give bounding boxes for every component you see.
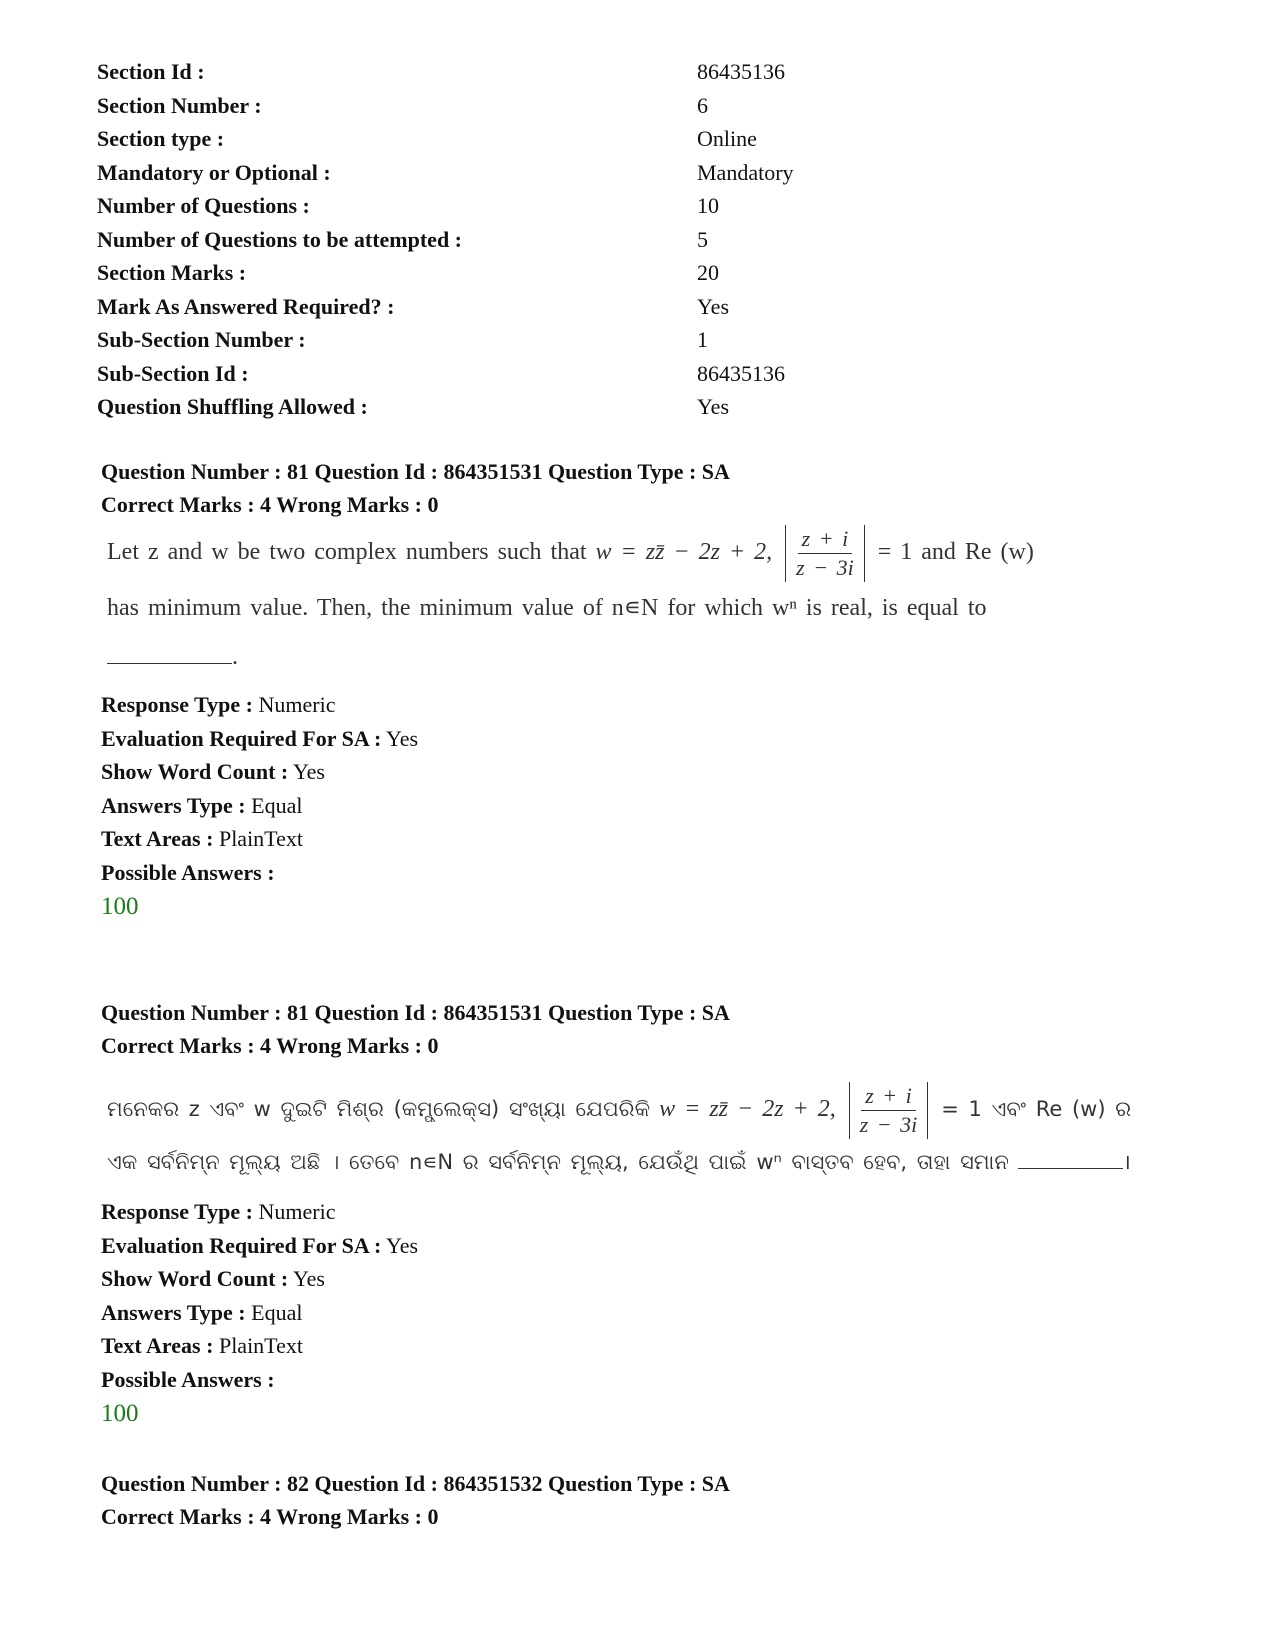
section-label: Section Id :: [97, 59, 205, 84]
section-row: [97, 390, 1197, 424]
section-row: [97, 223, 1197, 257]
question-text-part: = 1 and Re (w): [877, 539, 1034, 566]
meta-value: Yes: [386, 1232, 419, 1258]
abs-fraction: [785, 525, 865, 582]
section-label: Mandatory or Optional :: [97, 159, 331, 185]
math-formula: w = zz̄ − 2z + 2,: [659, 1096, 836, 1123]
section-value: 1: [697, 327, 708, 352]
fraction-denominator: z − 3i: [859, 1112, 918, 1137]
section-info-table: [97, 55, 1197, 424]
section-label: Sub-Section Number :: [97, 327, 306, 352]
question-header: [101, 455, 730, 521]
question-text: [107, 525, 1167, 705]
possible-answer: 100: [101, 1400, 139, 1427]
section-label: Section Number :: [97, 92, 262, 118]
question-line: [107, 1148, 1131, 1176]
meta-label: Answers Type :: [101, 1299, 246, 1325]
section-row: [97, 89, 1197, 123]
question-text-part: ଏକ ସର୍ବନିମ୍ନ ମୂଲ୍ୟ ଅଛି । ତେବେ n∊N ର ସର୍ବନିମ୍ନ ମୂଲ୍ୟ, ଯେଉଁଥି ପାଇଁ wⁿ ବାସ୍ତବ ହେବ, ତାହା ସମାନ: [107, 1150, 1009, 1174]
question-text: [107, 1082, 1167, 1192]
section-row: [97, 55, 1197, 89]
question-header: [101, 996, 730, 1062]
meta-label: Response Type :: [101, 1199, 253, 1224]
answer-blank-line: .: [107, 643, 238, 671]
meta-value: PlainText: [218, 826, 303, 851]
meta-label: Answers Type :: [101, 792, 246, 818]
section-row: [97, 256, 1197, 290]
section-row: [97, 122, 1197, 156]
section-value: 10: [697, 193, 719, 218]
question-meta: [101, 688, 418, 925]
fraction-numerator: z + i: [861, 1082, 916, 1111]
section-row: [97, 156, 1197, 190]
meta-label: Possible Answers :: [101, 1366, 275, 1392]
section-label: Number of Questions to be attempted :: [97, 226, 463, 252]
section-value: Yes: [697, 394, 730, 419]
question-id-line: Question Number : 82 Question Id : 864351532 Question Type : SA: [101, 1471, 730, 1496]
section-value: 5: [697, 226, 708, 252]
possible-answer: 100: [101, 893, 139, 920]
meta-label: Evaluation Required For SA :: [101, 725, 382, 751]
question-marks-line: Correct Marks : 4 Wrong Marks : 0: [101, 492, 439, 517]
section-label: Section type :: [97, 126, 225, 151]
section-label: Mark As Answered Required? :: [97, 293, 395, 319]
meta-value: Yes: [292, 1266, 325, 1291]
fraction-denominator: z − 3i: [796, 555, 854, 580]
question-line: [107, 1082, 1131, 1139]
fraction-numerator: z + i: [798, 525, 853, 554]
meta-value: Equal: [251, 792, 303, 818]
meta-label: Possible Answers :: [101, 859, 275, 885]
meta-value: Yes: [386, 725, 419, 751]
section-value: 86435136: [697, 360, 785, 386]
section-value: 86435136: [697, 59, 785, 84]
answer-blank: [1018, 1148, 1123, 1169]
section-row: [97, 189, 1197, 223]
meta-value: Numeric: [258, 692, 336, 717]
meta-label: Evaluation Required For SA :: [101, 1232, 382, 1258]
section-row: [97, 323, 1197, 357]
question-meta: [101, 1195, 418, 1432]
section-value: Yes: [697, 293, 730, 319]
question-text-part: ।: [1122, 1150, 1131, 1174]
meta-value: PlainText: [218, 1333, 303, 1358]
question-text-part: Let z and w be two complex numbers such that: [107, 539, 587, 566]
meta-label: Show Word Count :: [101, 1266, 289, 1291]
section-label: Sub-Section Id :: [97, 360, 249, 386]
section-value: 6: [697, 92, 708, 118]
math-formula: w = zz̄ − 2z + 2,: [595, 539, 773, 566]
question-marks-line: Correct Marks : 4 Wrong Marks : 0: [101, 1504, 439, 1529]
question-marks-line: Correct Marks : 4 Wrong Marks : 0: [101, 1033, 439, 1058]
section-label: Number of Questions :: [97, 193, 310, 218]
meta-label: Text Areas :: [101, 1333, 214, 1358]
section-label: Section Marks :: [97, 260, 247, 285]
question-id-line: Question Number : 81 Question Id : 864351531 Question Type : SA: [101, 459, 730, 484]
section-label: Question Shuffling Allowed :: [97, 394, 368, 419]
question-line: [107, 525, 1034, 582]
question-id-line: Question Number : 81 Question Id : 864351531 Question Type : SA: [101, 1000, 730, 1025]
meta-value: Equal: [251, 1299, 303, 1325]
meta-value: Numeric: [258, 1199, 336, 1224]
answer-blank: [107, 643, 232, 664]
section-row: [97, 290, 1197, 324]
abs-fraction: [849, 1082, 929, 1139]
section-row: [97, 357, 1197, 391]
question-header: [101, 1467, 730, 1533]
question-text-part: = 1 ଏବଂ Re (w) ର: [941, 1097, 1132, 1122]
question-text-part: ମନେକର z ଏବଂ w ଦୁଇଟି ମିଶ୍ର (କମ୍ପ୍ଲେକ୍ସ) ସଂଖ୍ୟା ଯେପରିକି: [107, 1097, 651, 1122]
question-line: has minimum value. Then, the minimum value of n∊N for which wⁿ is real, is equal to: [107, 595, 987, 621]
meta-label: Show Word Count :: [101, 759, 289, 784]
section-value: Online: [697, 126, 757, 151]
meta-label: Text Areas :: [101, 826, 214, 851]
section-value: Mandatory: [697, 159, 794, 185]
section-value: 20: [697, 260, 719, 285]
meta-label: Response Type :: [101, 692, 253, 717]
meta-value: Yes: [292, 759, 325, 784]
